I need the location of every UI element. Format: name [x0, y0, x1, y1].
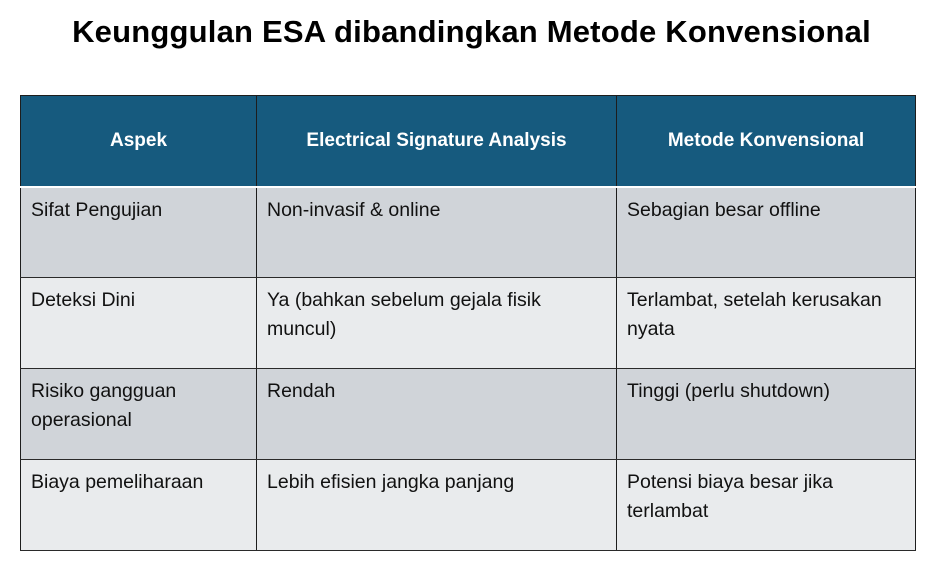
cell-konvensional: Tinggi (perlu shutdown) [617, 369, 916, 460]
table-row [21, 369, 916, 460]
table-row [21, 278, 916, 369]
header-aspek: Aspek [21, 96, 257, 187]
cell-konvensional: Terlambat, setelah kerusakan nyata [617, 278, 916, 369]
cell-esa: Rendah [257, 369, 617, 460]
table-row [21, 187, 916, 278]
table-row [21, 460, 916, 551]
cell-konvensional: Sebagian besar offline [617, 187, 916, 278]
cell-aspek: Biaya pemeliharaan [21, 460, 257, 551]
cell-aspek: Sifat Pengujian [21, 187, 257, 278]
comparison-table [20, 95, 916, 551]
header-esa: Electrical Signature Analysis [257, 96, 617, 187]
cell-esa: Lebih efisien jangka panjang [257, 460, 617, 551]
cell-aspek: Risiko gangguan operasional [21, 369, 257, 460]
cell-esa: Ya (bahkan sebelum gejala fisik muncul) [257, 278, 617, 369]
table-header-row [21, 96, 916, 187]
cell-esa: Non-invasif & online [257, 187, 617, 278]
cell-aspek: Deteksi Dini [21, 278, 257, 369]
header-metode-konvensional: Metode Konvensional [617, 96, 916, 187]
cell-konvensional: Potensi biaya besar jika terlambat [617, 460, 916, 551]
page-title: Keunggulan ESA dibandingkan Metode Konvensional [72, 14, 871, 49]
